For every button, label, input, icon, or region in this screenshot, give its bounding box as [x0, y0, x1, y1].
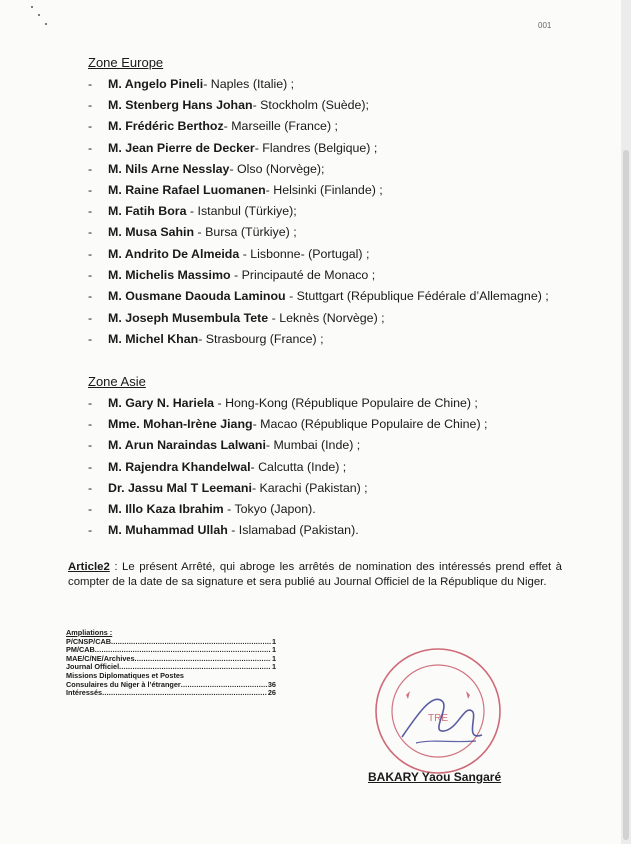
list-item	[88, 116, 568, 137]
bullet-dash: -	[88, 480, 93, 495]
zone-asie-list	[88, 393, 568, 541]
bullet-dash: -	[88, 267, 93, 282]
person-name: Mme. Mohan-Irène Jiang	[108, 417, 253, 432]
list-item	[88, 265, 568, 286]
bullet-dash: -	[88, 246, 93, 261]
ampliation-row	[66, 638, 276, 647]
ampliation-count: 36	[267, 679, 276, 689]
person-name: M. Ousmane Daouda Laminou	[108, 288, 286, 303]
ampliation-label: P/CNSP/CAB	[66, 636, 112, 646]
person-name: M. Rajendra Khandelwal	[108, 459, 251, 474]
ampliations-block	[66, 629, 276, 698]
ampliation-count: 1	[271, 653, 276, 663]
bullet-dash: -	[88, 119, 93, 134]
bullet-dash: -	[88, 459, 93, 474]
person-location: - Flandres (Belgique) ;	[254, 140, 378, 155]
person-location: - Mumbai (Inde) ;	[265, 438, 361, 453]
ampliation-count: 1	[271, 662, 276, 672]
list-item	[88, 478, 568, 499]
bullet-dash: -	[88, 438, 93, 453]
person-name: M. Nils Arne Nesslay	[108, 161, 230, 176]
person-location: - Macao (République Populaire de Chine) ;	[252, 417, 488, 432]
list-item	[88, 329, 568, 350]
person-name: M. Michel Khan	[108, 332, 199, 347]
bullet-dash: -	[88, 77, 93, 91]
person-location: - Olso (Norvège);	[229, 161, 325, 176]
person-location: - Leknès (Norvège) ;	[268, 310, 385, 325]
bullet-dash: -	[88, 288, 93, 303]
leader-dots	[111, 638, 271, 647]
person-location: - Strasbourg (France) ;	[198, 332, 324, 347]
scan-speck	[31, 6, 33, 8]
list-item	[88, 457, 568, 478]
list-item	[88, 201, 568, 222]
list-item	[88, 95, 568, 116]
person-name: M. Michelis Massimo	[108, 267, 231, 282]
article-2	[68, 560, 562, 590]
bullet-dash: -	[88, 140, 93, 155]
leader-dots	[181, 681, 267, 690]
list-item	[88, 222, 568, 243]
person-location: - Stuttgart (République Fédérale d’Allemagne) ;	[285, 288, 549, 303]
scan-speck	[45, 23, 47, 25]
person-name: M. Frédéric Berthoz	[108, 119, 224, 134]
person-name: M. Andrito De Almeida	[108, 246, 240, 261]
ampliation-count: 26	[267, 688, 276, 698]
zone-europe-title: Zone Europe	[88, 55, 164, 70]
list-item	[88, 393, 568, 414]
zone-asie-title: Zone Asie	[88, 374, 146, 389]
ampliation-label: PM/CAB	[66, 645, 95, 655]
person-name: M. Fatih Bora	[108, 204, 187, 219]
ampliation-label: MAE/C/NE/Archives	[66, 653, 135, 663]
bullet-dash: -	[88, 332, 93, 347]
bullet-dash: -	[88, 204, 93, 219]
ampliation-row	[66, 689, 276, 698]
person-location: - Helsinki (Finlande) ;	[265, 182, 383, 197]
person-name: M. Raine Rafael Luomanen	[108, 182, 266, 197]
bullet-dash: -	[88, 396, 93, 410]
article-text: : Le présent Arrêté, qui abroge les arrêtés de nomination des intéressés prend effet à compter de la date de sa signature et sera publié au Journal Officiel de la République du Niger.	[68, 561, 562, 588]
person-location: - Lisbonne- (Portugal) ;	[239, 246, 370, 261]
person-name: M. Musa Sahin	[108, 225, 195, 240]
scan-speck	[38, 14, 40, 16]
person-location: - Hong-Kong (République Populaire de Chine) ;	[214, 396, 478, 410]
bullet-dash: -	[88, 417, 93, 432]
person-location: - Tokyo (Japon).	[223, 501, 316, 516]
list-item	[88, 286, 568, 306]
ampliation-label: Intéressés	[66, 688, 103, 698]
list-item	[88, 138, 568, 159]
person-name: M. Stenberg Hans Johan	[108, 98, 253, 113]
ampliation-label: Consulaires du Niger à l’étranger	[66, 679, 181, 689]
bullet-dash: -	[88, 182, 93, 197]
article-label: Article2	[68, 561, 110, 573]
list-item	[88, 520, 568, 541]
ampliation-label: Missions Diplomatiques et Postes	[66, 670, 184, 680]
person-name: M. Gary N. Hariela	[108, 396, 215, 410]
list-item	[88, 435, 568, 456]
ampliation-label: Journal Officiel	[66, 662, 120, 672]
svg-text:TRE: TRE	[428, 713, 448, 724]
signatory-name: BAKARY Yaou Sangaré	[368, 770, 502, 784]
zone-europe-list	[88, 74, 568, 350]
person-location: - Naples (Italie) ;	[203, 77, 295, 91]
list-item	[88, 414, 568, 435]
bullet-dash: -	[88, 225, 93, 240]
person-location: - Calcutta (Inde) ;	[250, 459, 347, 474]
official-stamp	[372, 645, 504, 777]
person-name: M. Joseph Musembula Tete	[108, 310, 269, 325]
person-location: - Karachi (Pakistan) ;	[251, 480, 368, 495]
person-location: - Bursa (Türkiye) ;	[194, 225, 297, 240]
person-location: - Istanbul (Türkiye);	[186, 204, 297, 219]
person-name: Dr. Jassu Mal T Leemani	[108, 480, 252, 495]
ampliation-count: 1	[271, 645, 276, 655]
bullet-dash: -	[88, 523, 93, 538]
list-item	[88, 308, 568, 329]
person-name: M. Arun Naraindas Lalwani	[108, 438, 266, 453]
bullet-dash: -	[88, 98, 93, 113]
ampliations-title: Ampliations :	[66, 628, 113, 637]
list-item	[88, 74, 568, 95]
person-name: M. Illo Kaza Ibrahim	[108, 501, 224, 516]
leader-dots	[135, 655, 271, 664]
list-item	[88, 499, 568, 520]
person-location: - Marseille (France) ;	[223, 119, 338, 134]
list-item	[88, 159, 568, 180]
person-location: - Principauté de Monaco ;	[230, 267, 376, 282]
person-name: M. Jean Pierre de Decker	[108, 140, 255, 155]
ampliation-count: 1	[271, 636, 276, 646]
scrollbar-thumb[interactable]	[623, 150, 629, 840]
bullet-dash: -	[88, 161, 93, 176]
bullet-dash: -	[88, 310, 93, 325]
list-item	[88, 244, 568, 265]
list-item	[88, 180, 568, 201]
vertical-scrollbar[interactable]	[621, 0, 631, 844]
bullet-dash: -	[88, 501, 93, 516]
person-location: - Islamabad (Pakistan).	[227, 523, 359, 538]
person-name: M. Muhammad Ullah	[108, 523, 228, 538]
leader-dots	[102, 689, 267, 698]
page-number: 001	[538, 21, 552, 30]
person-location: - Stockholm (Suède);	[252, 98, 369, 113]
person-name: M. Angelo Pineli	[108, 77, 204, 91]
